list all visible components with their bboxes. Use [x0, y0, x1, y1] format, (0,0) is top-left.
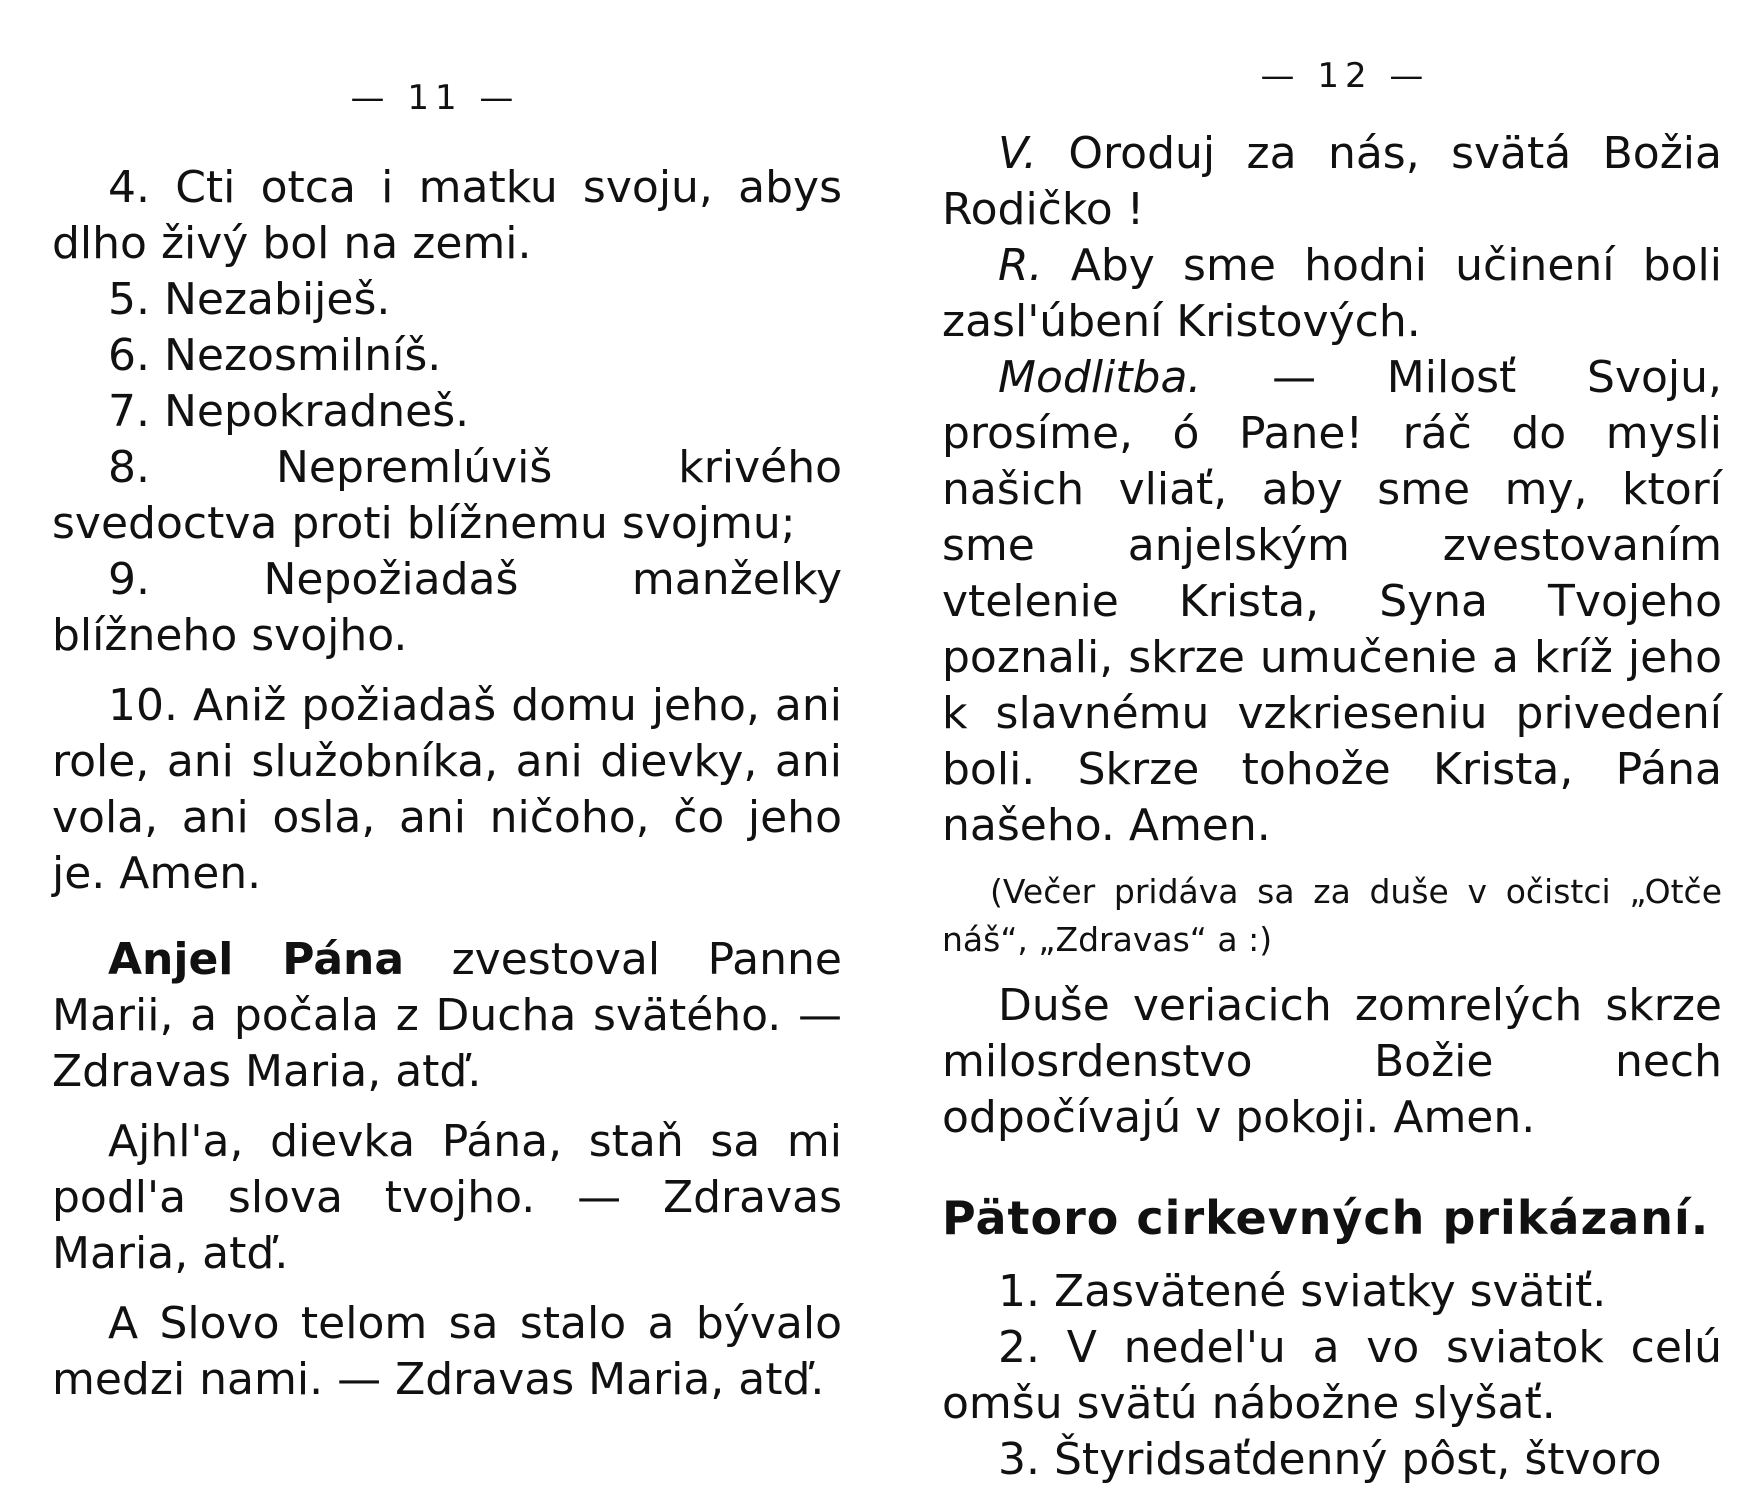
angelus-text: zvestoval Panne Marii, a počala z Ducha svätého. — Zdravas Maria, atď.	[52, 934, 842, 1097]
evening-note: (Večer pridáva sa za duše v očistci „Otče náš“, „Zdravas“ a :)	[942, 872, 1722, 959]
versicle-mark: V.	[998, 128, 1038, 179]
response	[942, 238, 1722, 350]
right-page-column	[942, 126, 1722, 1488]
commandment-7: 7. Nepokradneš.	[108, 386, 470, 437]
response-mark: R.	[998, 240, 1043, 291]
souls-paragraph: Duše veriacich zomrelých skrze milosrdenstvo Božie nech odpočívajú v pokoji. Amen.	[942, 980, 1722, 1143]
prayer	[942, 350, 1722, 854]
commandment-10: 10. Aniž požiadaš domu jeho, ani role, ani služobníka, ani dievky, ani vola, ani osla, ani ničoho, čo jeho je. Amen.	[52, 680, 842, 899]
versicle	[942, 126, 1722, 238]
commandment-6: 6. Nezosmilníš.	[108, 330, 442, 381]
versicle-text: Oroduj za nás, svätá Božia Rodičko !	[942, 128, 1722, 235]
church-commandment-1: 1. Zasvätené sviatky svätiť.	[998, 1266, 1607, 1317]
commandment-4: 4. Cti otca i matku svoju, abys dlho živý bol na zemi.	[52, 162, 842, 269]
church-commandment-2: 2. V nedel'u a vo sviatok celú omšu svätú nábožne slyšať.	[942, 1322, 1722, 1429]
prayer-title: Modlitba.	[998, 352, 1202, 403]
ajhla-paragraph: Ajhl'a, dievka Pána, staň sa mi podl'a slova tvojho. — Zdravas Maria, atď.	[52, 1116, 842, 1279]
commandment-5: 5. Nezabiješ.	[108, 274, 391, 325]
page-number-right: — 12 —	[1260, 56, 1430, 96]
prayer-text: — Milosť Svoju, prosíme, ó Pane! ráč do mysli našich vliať, aby sme my, ktorí sme anjelským zvestovaním vtelenie Krista, Syna Tvojeho poznali, skrze umučenie a kríž jeho k slavnému vzkrieseniu privedení boli. Skrze tohože Krista, Pána našeho. Amen.	[942, 352, 1722, 851]
angelus-lead: Anjel Pána	[108, 934, 405, 985]
page-number-left: — 11 —	[350, 78, 520, 118]
commandment-8: 8. Nepremlúviš krivého svedoctva proti blížnemu svojmu;	[52, 442, 842, 549]
angelus-paragraph	[52, 932, 842, 1100]
commandment-9: 9. Nepožiadaš manželky blížneho svojho.	[52, 554, 842, 661]
slovo-paragraph: A Slovo telom sa stalo a bývalo medzi nami. — Zdravas Maria, atď.	[52, 1298, 842, 1405]
response-text: Aby sme hodni učinení boli zasl'úbení Kristových.	[942, 240, 1722, 347]
section-title: Pätoro cirkevných prikázaní.	[942, 1191, 1710, 1245]
church-commandment-3: 3. Štyridsaťdenný pôst, štvoro	[998, 1434, 1662, 1485]
left-page-column	[52, 160, 842, 1408]
